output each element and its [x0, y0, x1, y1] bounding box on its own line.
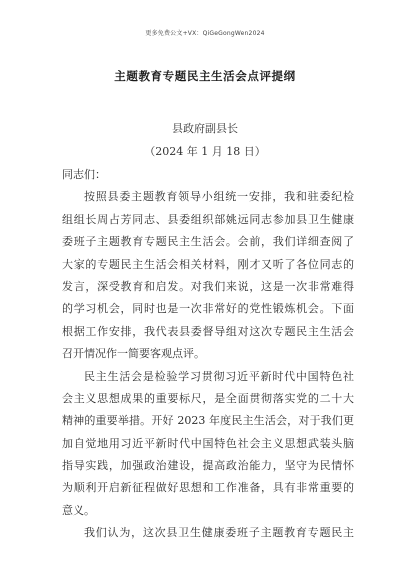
paragraph-line: 会主义思想成果的重要标尺，是全面贯彻落实党的二十大 [62, 391, 354, 405]
header-note: 更多免费公文+VX：QiGeGongWen2024 [145, 30, 265, 37]
paragraph-line: 组组长周占芳同志、县委组织部姚远同志参加县卫生健康 [62, 212, 354, 226]
paragraph-line: 精神的重要举措。开好 2023 年度民主生活会，对于我们更 [62, 414, 354, 428]
paragraph-line: 委班子主题教育专题民主生活会。会前，我们详细查阅了 [62, 235, 354, 249]
paragraph-1 [62, 186, 354, 365]
paragraph-line: 为顺利开启新征程做好思想和工作准备，具有非常重要的 [62, 481, 354, 495]
paragraph-line: 我们认为，这次县卫生健康委班子主题教育专题民主 [84, 526, 354, 540]
greeting: 同志们： [62, 168, 106, 181]
paragraph-line: 按照县委主题教育领导小组统一安排，我和驻委纪检 [84, 190, 354, 204]
paragraph-line: 的学习机会，同时也是一次非常好的党性锻炼机会。下面 [62, 302, 354, 316]
date-line: （2024 年 1 月 18 日） [144, 145, 266, 158]
paragraph-line: 根据工作安排，我代表县委督导组对这次专题民主生活会 [62, 324, 354, 338]
paragraph-line: 民主生活会是检验学习贯彻习近平新时代中国特色社 [84, 369, 354, 383]
paragraph-line: 召开情况作一简要客观点评。 [62, 347, 205, 361]
paragraph-line: 发言，深受教育和启发。对我们来说，这是一次非常难得 [62, 279, 354, 293]
document-body [62, 164, 354, 545]
author-line: 县政府副县长 [172, 122, 238, 135]
paragraph-line: 加自觉地用习近平新时代中国特色社会主义思想武装头脑 [62, 436, 354, 450]
paragraph-2 [62, 366, 354, 523]
paragraph-line: 大家的专题民主生活会相关材料，刚才又听了各位同志的 [62, 257, 354, 271]
paragraph-3 [62, 522, 354, 544]
document-title: 主题教育专题民主生活会点评提纲 [114, 69, 296, 83]
paragraph-line: 指导实践，加强政治建设，提高政治能力，坚守为民情怀 [62, 459, 354, 473]
paragraph-line: 意义。 [62, 503, 95, 517]
